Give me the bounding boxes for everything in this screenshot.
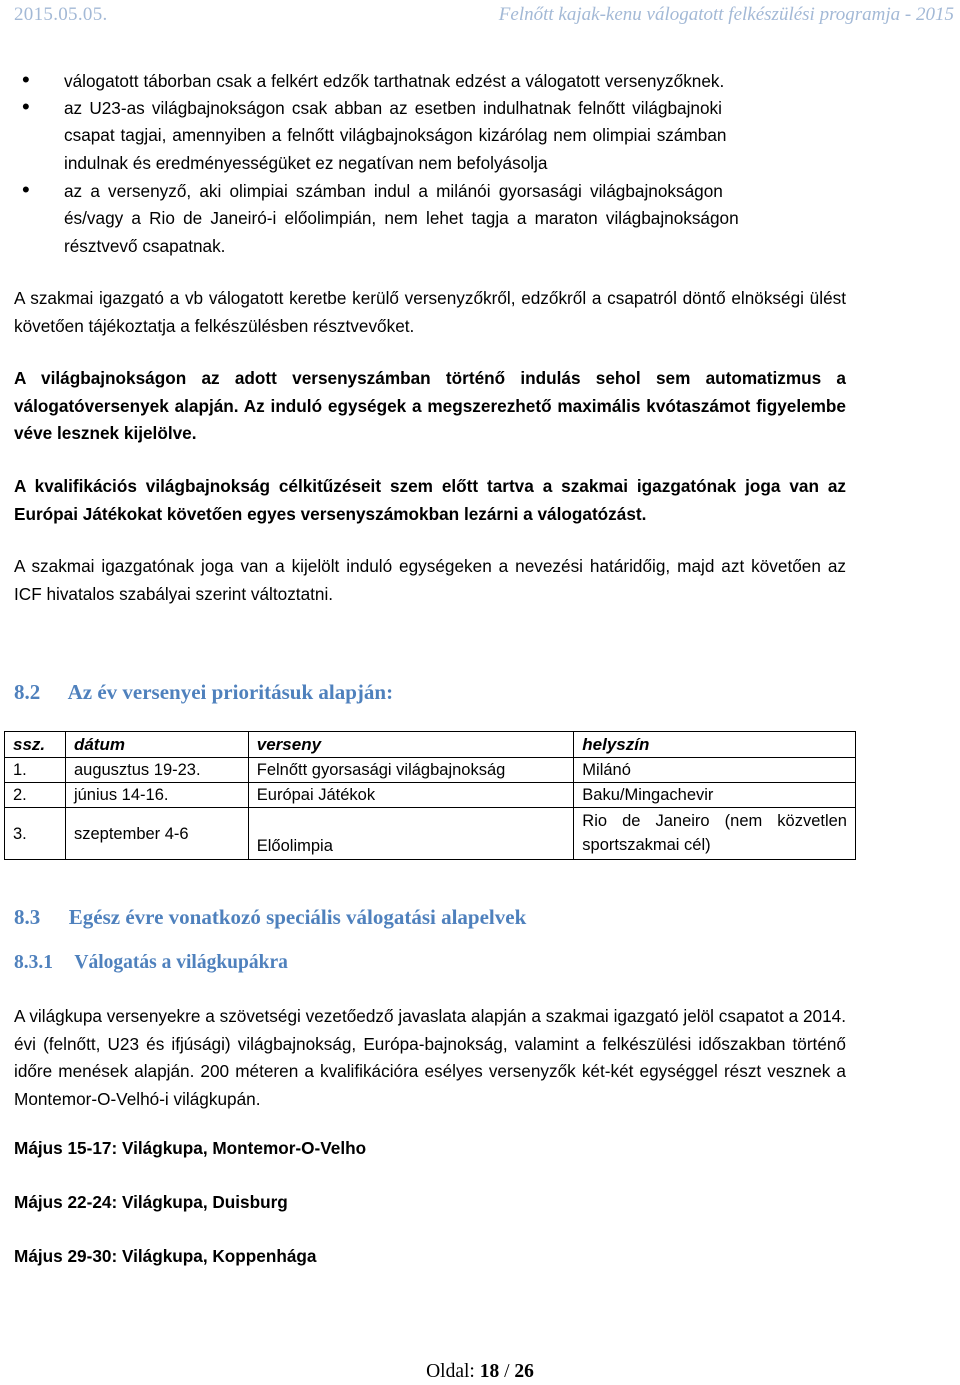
bullet-2-line-3: indulnak és eredményességüket ez negatívan nem befolyásolja <box>64 153 548 173</box>
section-8-3-1-heading <box>14 952 288 974</box>
header-title: Felnőtt kajak-kenu válogatott felkészülési programja - 2015 <box>498 4 954 25</box>
bullet-3-line-3: résztvevő csapatnak. <box>64 236 226 256</box>
section-8-3-number: 8.3 <box>14 905 41 929</box>
table-row <box>5 783 856 808</box>
table-header-row <box>5 732 856 758</box>
table-cell: Európai Játékok <box>248 783 574 808</box>
section-8-2-heading <box>14 680 393 705</box>
table-header-cell: ssz. <box>5 732 66 758</box>
bullet-3-line-2: és/vagy a Rio de Janeiró-i előolimpián, nem lehet tagja a maraton világbajnokságon <box>64 208 739 228</box>
bullet-3-line-1: az a versenyző, aki olimpiai számban indul a milánói gyorsasági világbajnokságon <box>64 181 723 201</box>
bullet-dot-icon: • <box>22 94 30 119</box>
section-8-2-number: 8.2 <box>14 680 41 704</box>
world-cup-item: Május 15-17: Világkupa, Montemor-O-Velho <box>14 1138 367 1158</box>
section-8-3-1-number: 8.3.1 <box>14 952 53 973</box>
table-cell: Felnőtt gyorsasági világbajnokság <box>248 758 574 783</box>
header-date: 2015.05.05. <box>14 4 108 25</box>
world-cup-item: Május 29-30: Világkupa, Koppenhága <box>14 1246 317 1266</box>
page-footer <box>0 1361 960 1383</box>
paragraph-world-cup-selection: A világkupa versenyekre a szövetségi vezetőedző javaslata alapján a szakmai igazgató jelöl csapatot a 2014. évi (felnőtt, U23 és ifjúsági) világbajnokság, Európa-bajnokság, valamint a felkészülési időszakban történő időre menések alapján. 200 méteren a kvalifikációra esélyes versenyzők két-két egységgel részt vesznek a Montemor-O-Velhó-i világkupán. <box>14 1006 846 1109</box>
table-cell: Baku/Mingachevir <box>574 783 856 808</box>
table-cell: 2. <box>5 783 66 808</box>
section-8-3-heading <box>14 905 526 930</box>
footer-separator: / <box>504 1361 510 1382</box>
bullet-2-line-1: az U23-as világbajnokságon csak abban az esetben indulhatnak felnőtt világbajnoki <box>64 98 722 118</box>
paragraph-director-rights: A szakmai igazgatónak joga van a kijelölt induló egységeken a nevezési határidőig, majd azt követően az ICF hivatalos szabályai szerint változtatni. <box>14 556 846 604</box>
table-cell: 3. <box>5 808 66 860</box>
table-header-cell: helyszín <box>574 732 856 758</box>
section-8-3-1-title: Válogatás a világkupákra <box>74 952 288 973</box>
world-cup-item: Május 22-24: Világkupa, Duisburg <box>14 1192 288 1212</box>
footer-page-total: 26 <box>514 1361 534 1382</box>
table-cell: 1. <box>5 758 66 783</box>
footer-label: Oldal: <box>426 1361 475 1382</box>
competition-priority-table <box>4 731 856 860</box>
table-header-cell: verseny <box>248 732 574 758</box>
section-8-2-title: Az év versenyei prioritásuk alapján: <box>67 680 394 704</box>
table-cell: Előolimpia <box>248 808 574 860</box>
footer-page-number: 18 <box>479 1361 500 1382</box>
table-cell: augusztus 19-23. <box>65 758 248 783</box>
table-cell: Milánó <box>574 758 856 783</box>
paragraph-board-meeting: A szakmai igazgató a vb válogatott keretbe kerülő versenyzőkről, edzőkről a csapatról döntő elnökségi ülést követően tájékoztatja a felkészülésben résztvevőket. <box>14 288 846 336</box>
paragraph-no-automatism: A világbajnokságon az adott versenyszámban történő indulás sehol sem automatizmus a válogatóversenyek alapján. Az induló egységek a megszerezhető maximális kvótaszámot figyelembe véve lesznek kijelölve. <box>14 368 846 443</box>
table-row <box>5 808 856 860</box>
section-8-3-title: Egész évre vonatkozó speciális válogatási alapelvek <box>68 905 527 929</box>
table-row <box>5 758 856 783</box>
bullet-2-line-2: csapat tagjai, amennyiben a felnőtt világbajnokságon kizárólag nem olimpiai számban <box>64 125 727 145</box>
bullet-1-line-1: válogatott táborban csak a felkért edzők tarthatnak edzést a válogatott versenyzőknek. <box>64 71 725 91</box>
table-cell: június 14-16. <box>65 783 248 808</box>
paragraph-qualification-goals: A kvalifikációs világbajnokság célkitűzéseit szem előtt tartva a szakmai igazgatónak joga van az Európai Játékokat követően egyes versenyszámokban lezárni a válogatózást. <box>14 476 846 524</box>
table-cell: Rio de Janeiro (nem közvetlen sportszakmai cél) <box>574 808 856 860</box>
table-header-cell: dátum <box>65 732 248 758</box>
bullet-dot-icon: • <box>22 177 30 202</box>
bullet-dot-icon: • <box>22 67 30 92</box>
table-cell: szeptember 4-6 <box>65 808 248 860</box>
